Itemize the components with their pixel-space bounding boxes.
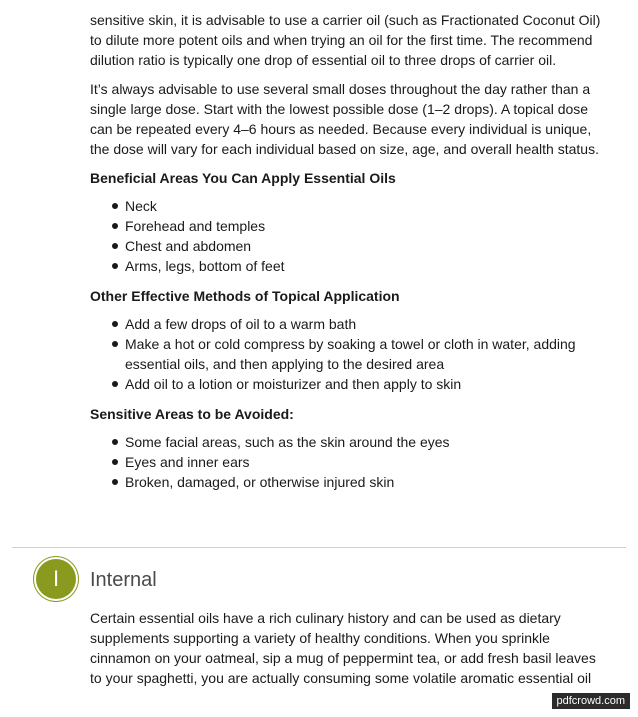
heading-beneficial-areas: Beneficial Areas You Can Apply Essential Oils [90, 170, 396, 186]
heading-other-methods: Other Effective Methods of Topical Application [90, 288, 400, 304]
internal-section-icon [36, 559, 76, 599]
section-title-internal: Internal [90, 569, 157, 591]
paragraph-dosage: It’s always advisable to use several small doses throughout the day rather than a single large dose. Start with the lowest possible dose (1–2 drops). A topical dose can be repeated every 4–6 hours as needed. Because every individual is unique, the dose will vary for each individual based on size, age, and overall health status. [90, 81, 599, 157]
list-item: Some facial areas, such as the skin around the eyes [90, 432, 610, 452]
list-item: Add a few drops of oil to a warm bath [90, 314, 610, 334]
list-item: Add oil to a lotion or moisturizer and then apply to skin [90, 374, 610, 394]
list-other-methods [90, 314, 610, 394]
heading-sensitive-areas: Sensitive Areas to be Avoided: [90, 406, 294, 422]
pdfcrowd-watermark[interactable]: pdfcrowd.com [552, 693, 630, 709]
list-item: Neck [90, 196, 610, 216]
section-letter: I [52, 566, 60, 591]
paragraph-carrier-oil: sensitive skin, it is advisable to use a carrier oil (such as Fractionated Coconut Oil) to dilute more potent oils and when trying an oil for the first time. The recommend dilution ratio is typically one drop of essential oil to three drops of carrier oil. [90, 12, 601, 68]
list-item: Chest and abdomen [90, 236, 610, 256]
list-item: Make a hot or cold compress by soaking a towel or cloth in water, adding essential oils, and then applying to the desired area [90, 334, 610, 374]
list-sensitive-areas [90, 432, 610, 492]
section-divider [12, 547, 626, 548]
paragraph-internal: Certain essential oils have a rich culinary history and can be used as dietary supplements supporting a variety of healthy conditions. When you sprinkle cinnamon on your oatmeal, sip a mug of peppermint tea, or add fresh basil leaves to your spaghetti, you are actually consuming some volatile aromatic essential oil [90, 610, 596, 686]
list-beneficial-areas [90, 196, 610, 276]
internal-content [90, 608, 610, 688]
list-item: Arms, legs, bottom of feet [90, 256, 610, 276]
list-item: Broken, damaged, or otherwise injured skin [90, 472, 610, 492]
main-content [90, 10, 610, 502]
list-item: Forehead and temples [90, 216, 610, 236]
list-item: Eyes and inner ears [90, 452, 610, 472]
